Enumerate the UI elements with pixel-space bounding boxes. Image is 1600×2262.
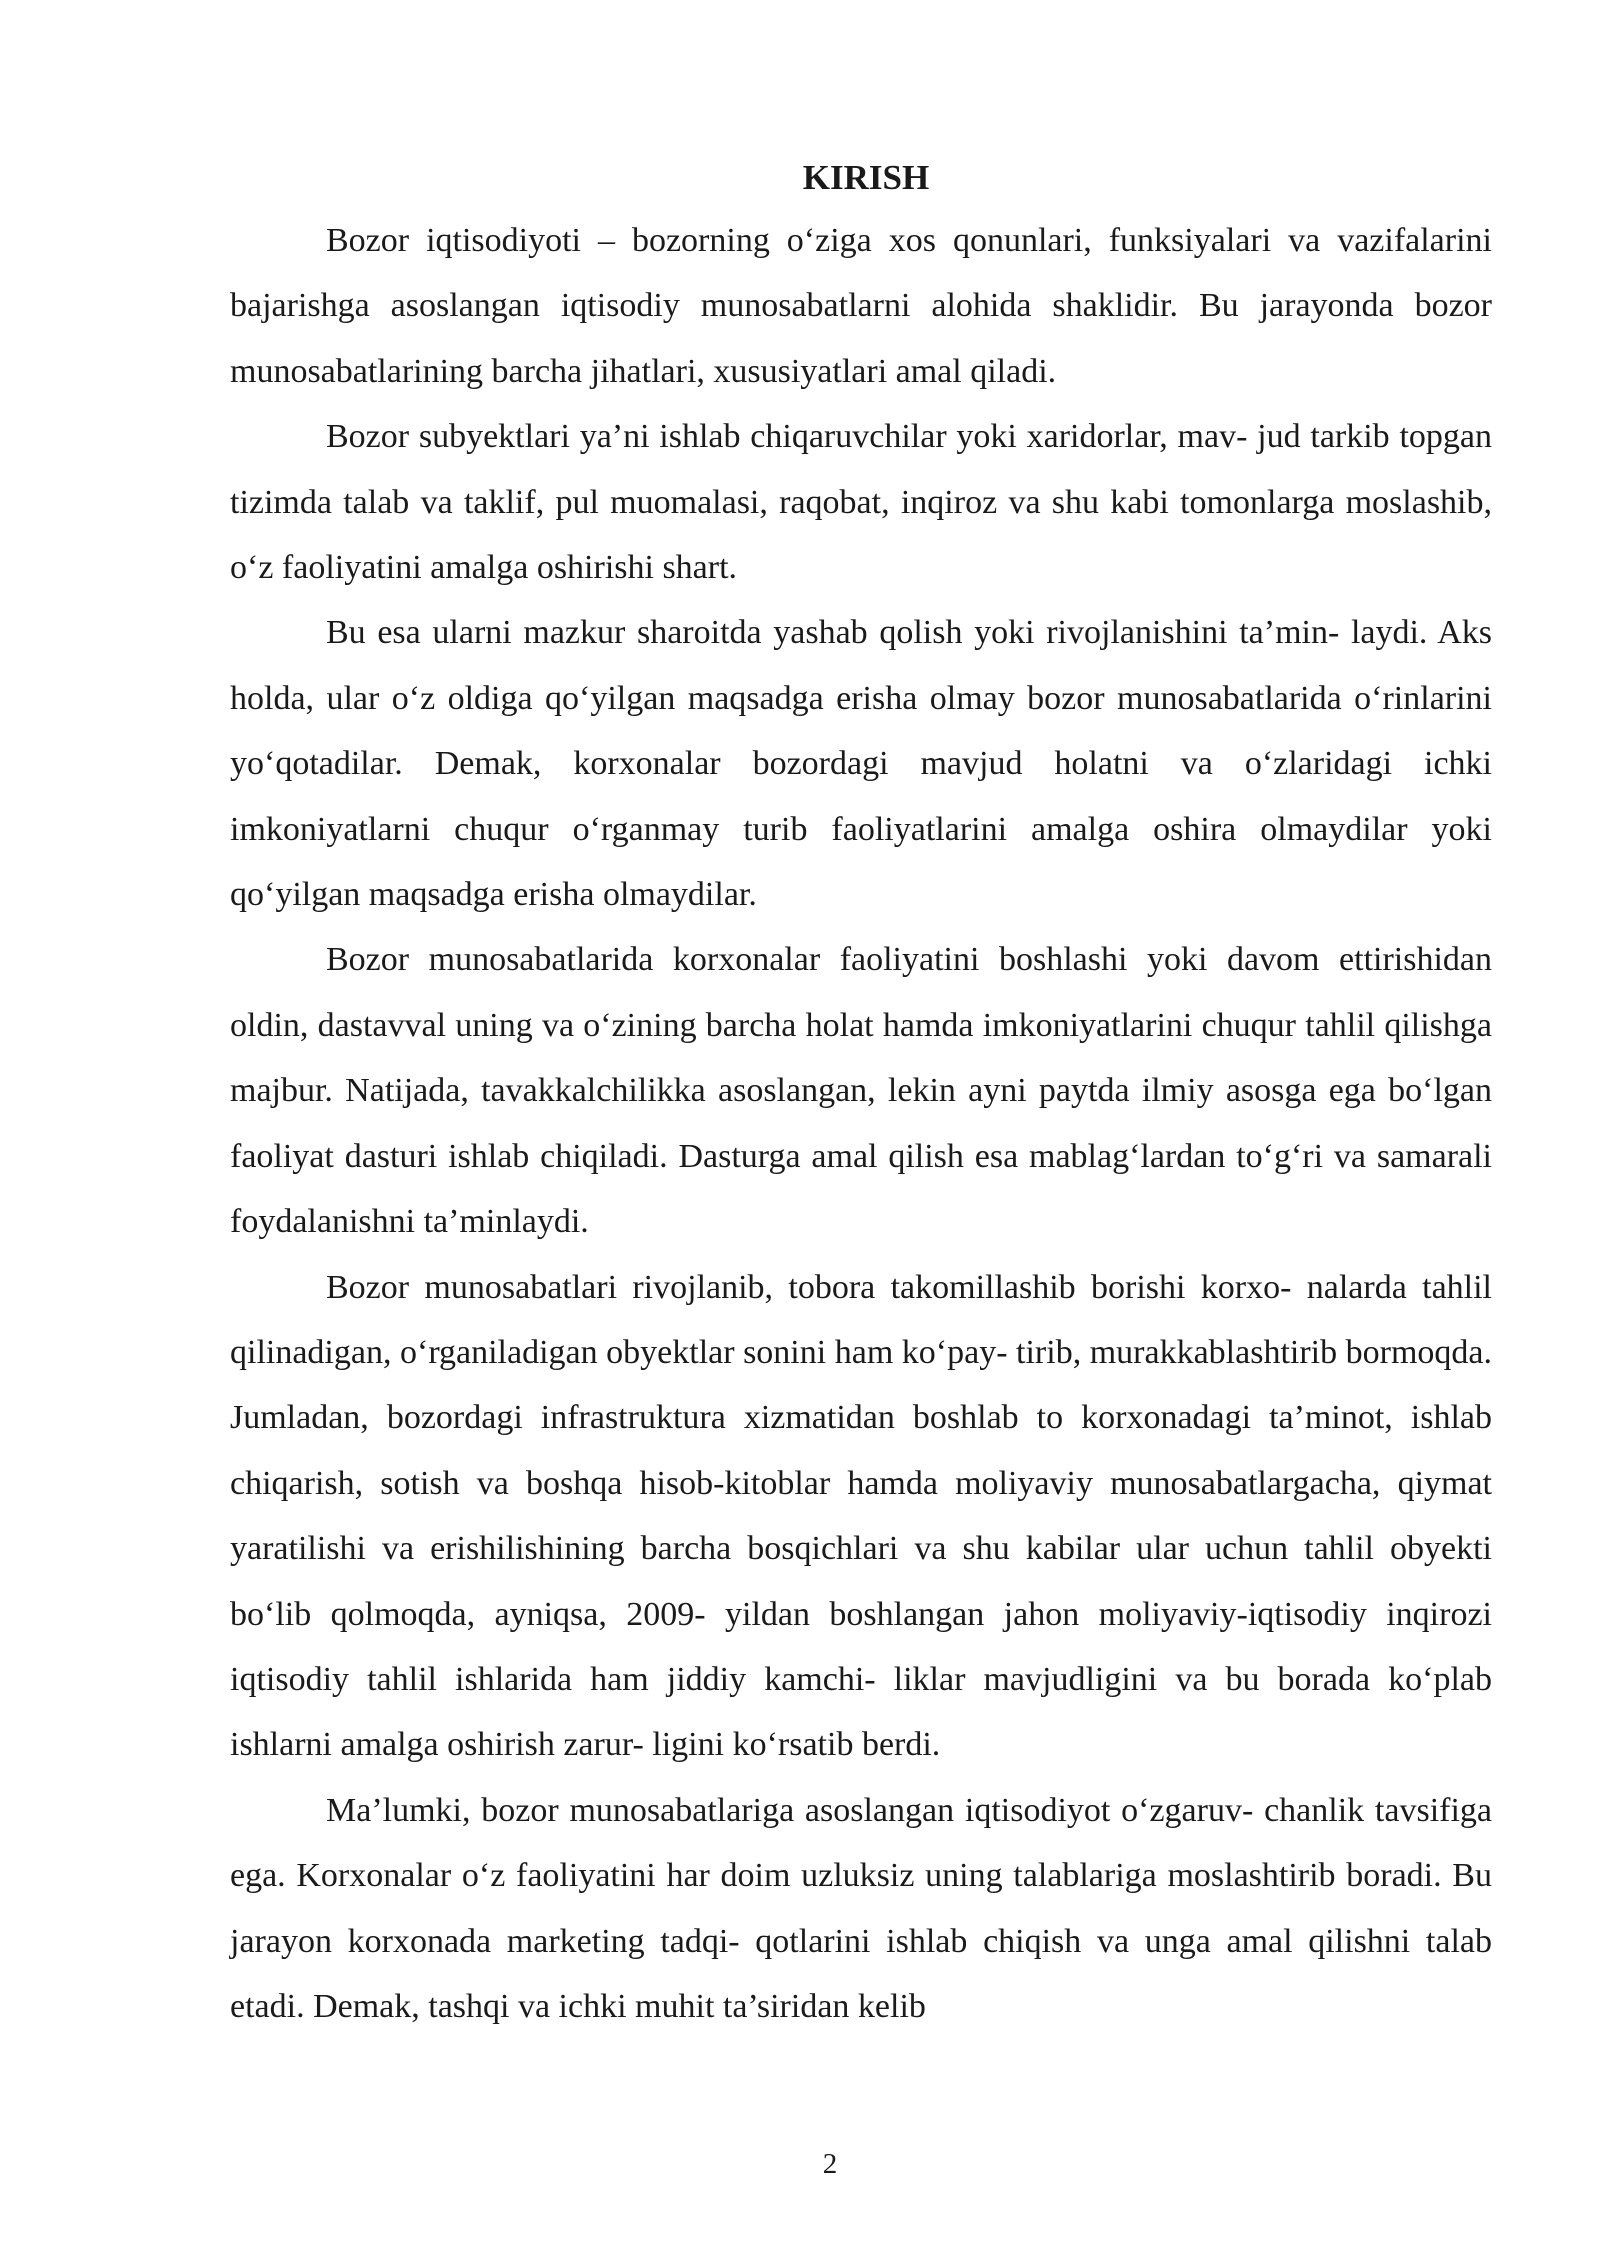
paragraph-2: Bozor subyektlari ya’ni ishlab chiqaruvchilar yoki xaridorlar, mav- jud tarkib topgan tizimda talab va taklif, pul muomalasi, raqobat, inqiroz va shu kabi tomonlarga moslashib, o‘z faoliyatini amalga oshirishi shart. xyxy=(230,418,1492,587)
document-body xyxy=(230,148,1492,2039)
paragraph-4: Bozor munosabatlarida korxonalar faoliyatini boshlashi yoki davom ettirishidan oldin, dastavval uning va o‘zining barcha holat hamda imkoniyatlarini chuqur tahlil qilishga majbur. Natijada, tavakkalchilikka asoslangan, lekin ayni paytda ilmiy asosga ega bo‘lgan faoliyat dasturi ishlab chiqiladi. Dasturga amal qilish esa mablag‘lardan to‘g‘ri va samarali foydalanishni ta’minlaydi. xyxy=(230,941,1492,1241)
paragraph-1: Bozor iqtisodiyoti – bozorning o‘ziga xos qonunlari, funksiyalari va vazifalarini bajarishga asoslangan iqtisodiy munosabatlarni alohida shaklidir. Bu jarayonda bozor munosabatlarining barcha jihatlari, xususiyatlari amal qiladi. xyxy=(230,222,1492,390)
section-title: KIRISH xyxy=(802,158,930,197)
paragraph-6: Ma’lumki, bozor munosabatlariga asoslangan iqtisodiyot o‘zgaruv- chanlik tavsifiga ega. Korxonalar o‘z faoliyatini har doim uzluksiz uning talablariga moslashtirib boradi. Bu jarayon korxonada marketing tadqi- qotlarini ishlab chiqish va unga amal qilishni talab etadi. Demak, tashqi va ichki muhit ta’siridan kelib xyxy=(230,1791,1492,2025)
paragraph-3: Bu esa ularni mazkur sharoitda yashab qolish yoki rivojlanishini ta’min- laydi. Aks holda, ular o‘z oldiga qo‘yilgan maqsadga erisha olmay bozor munosabatlarida o‘rinlarini yo‘qotadilar. Demak, korxonalar bozordagi mavjud holatni va o‘zlaridagi ichki imkoniyatlarni chuqur o‘rganmay turib faoliyatlarini amalga oshira olmaydilar yoki qo‘yilgan maqsadga erisha olmaydilar. xyxy=(230,614,1492,914)
page-number: 2 xyxy=(822,2148,838,2180)
paragraph-5: Bozor munosabatlari rivojlanib, tobora takomillashib borishi korxo- nalarda tahlil qilinadigan, o‘rganiladigan obyektlar sonini ham ko‘pay- tirib, murakkablashtirib bormoqda. Jumladan, bozordagi infrastruktura xizmatidan boshlab to korxonadagi ta’minot, ishlab chiqarish, sotish va boshqa hisob-kitoblar hamda moliyaviy munosabatlargacha, qiymat yaratilishi va erishilishining barcha bosqichlari va shu kabilar ular uchun tahlil obyekti bo‘lib qolmoqda, ayniqsa, 2009- yildan boshlangan jahon moliyaviy-iqtisodiy inqirozi iqtisodiy tahlil ishlarida ham jiddiy kamchi- liklar mavjudligini va bu borada ko‘plab ishlarni amalga oshirish zarur- ligini ko‘rsatib berdi. xyxy=(230,1268,1492,1764)
